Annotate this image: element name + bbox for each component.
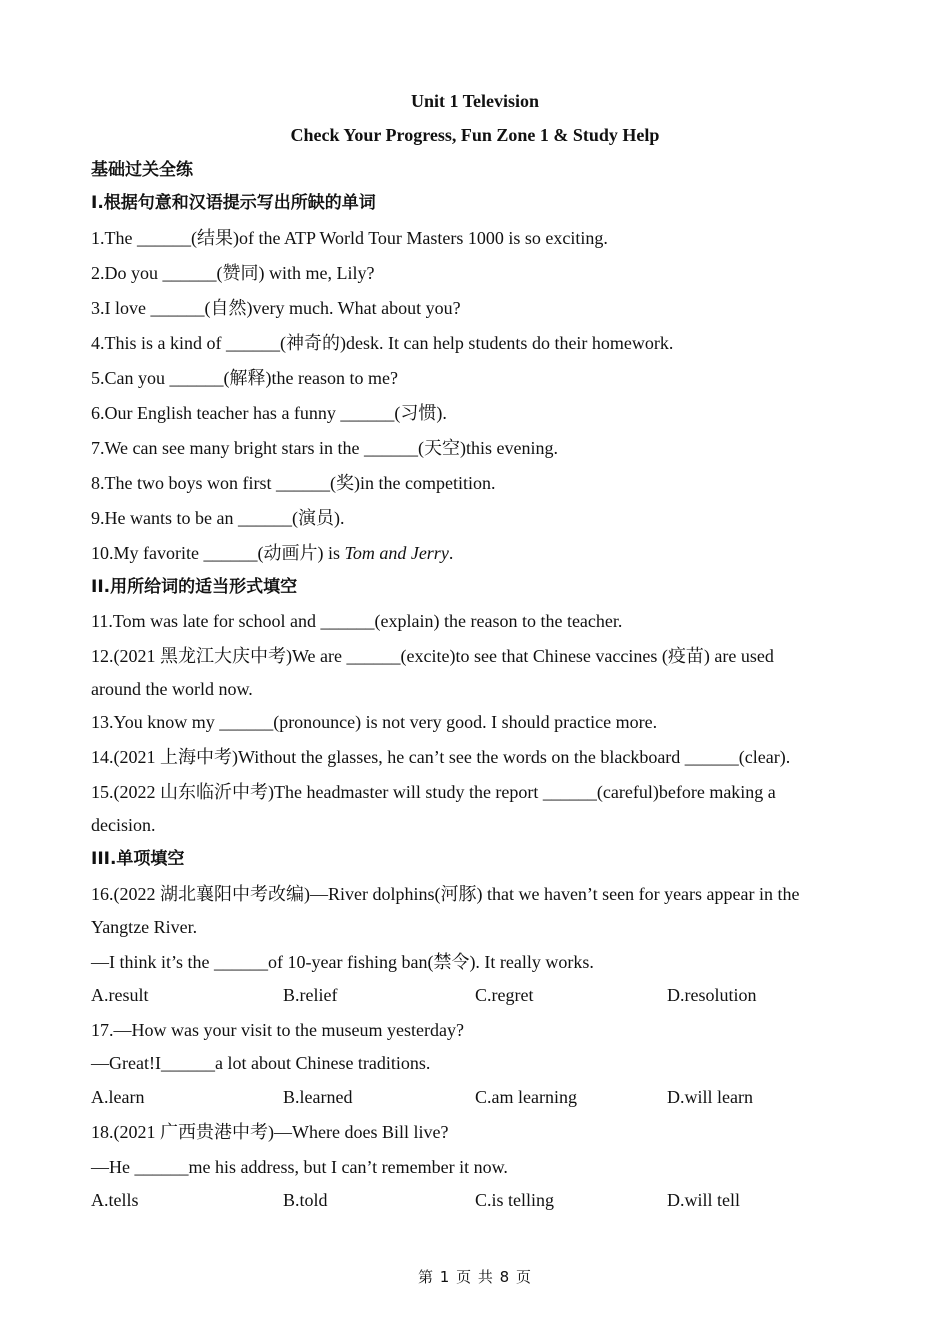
question-18-option-d: D.will tell [667, 1190, 740, 1210]
question-5: 5.Can you ______(解释)the reason to me? [91, 368, 398, 388]
question-17-line-2: —Great!I______a lot about Chinese traditions. [91, 1053, 431, 1073]
question-16-line-3: —I think it’s the ______of 10-year fishing ban(禁令). It really works. [91, 952, 594, 972]
question-17-option-c: C.am learning [475, 1087, 577, 1107]
question-10-text: 10.My favorite ______(动画片) is [91, 543, 345, 563]
question-10 [91, 541, 859, 565]
lesson-subtitle: Check Your Progress, Fun Zone 1 & Study Help [290, 125, 660, 145]
question-8: 8.The two boys won first ______(奖)in the competition. [91, 473, 496, 493]
question-7: 7.We can see many bright stars in the ______(天空)this evening. [91, 438, 558, 458]
question-18-option-a: A.tells [91, 1190, 139, 1210]
page-number-footer: 第 1 页 共 8 页 [418, 1268, 532, 1286]
question-3: 3.I love ______(自然)very much. What about you? [91, 298, 461, 318]
question-18-line-1: 18.(2021 广西贵港中考)—Where does Bill live? [91, 1122, 449, 1142]
question-16-option-c: C.regret [475, 985, 534, 1005]
question-9: 9.He wants to be an ______(演员). [91, 508, 345, 528]
question-16-option-b: B.relief [283, 985, 338, 1005]
question-6: 6.Our English teacher has a funny ______(习惯). [91, 403, 447, 423]
unit-title: Unit 1 Television [410, 91, 540, 111]
question-14: 14.(2021 上海中考)Without the glasses, he can’t see the words on the blackboard ______(clear). [91, 747, 791, 767]
question-1: 1.The ______(结果)of the ATP World Tour Masters 1000 is so exciting. [91, 228, 608, 248]
question-16-option-a: A.result [91, 985, 149, 1005]
question-16-option-d: D.resolution [667, 985, 757, 1005]
question-17-line-1: 17.—How was your visit to the museum yesterday? [91, 1020, 464, 1040]
question-10-title: Tom and Jerry [344, 543, 449, 563]
question-2: 2.Do you ______(赞同) with me, Lily? [91, 263, 375, 283]
section-1-heading: I.根据句意和汉语提示写出所缺的单词 [91, 193, 376, 213]
question-13: 13.You know my ______(pronounce) is not very good. I should practice more. [91, 712, 658, 732]
section-intro: 基础过关全练 [91, 160, 193, 180]
question-18-option-b: B.told [283, 1190, 328, 1210]
question-15-line-1: 15.(2022 山东临沂中考)The headmaster will study the report ______(careful)before making a [91, 782, 776, 802]
question-16-line-1: 16.(2022 湖北襄阳中考改编)—River dolphins(河豚) that we haven’t seen for years appear in the [91, 884, 800, 904]
question-17-option-d: D.will learn [667, 1087, 753, 1107]
question-15-line-2: decision. [91, 815, 156, 835]
question-18-line-2: —He ______me his address, but I can’t remember it now. [91, 1157, 508, 1177]
question-12-line-2: around the world now. [91, 679, 253, 699]
question-16-line-2: Yangtze River. [91, 917, 198, 937]
question-10-end: . [448, 543, 454, 563]
section-2-heading: II.用所给词的适当形式填空 [91, 577, 298, 597]
section-3-heading: III.单项填空 [91, 849, 185, 869]
question-4: 4.This is a kind of ______(神奇的)desk. It can help students do their homework. [91, 333, 674, 353]
question-11: 11.Tom was late for school and ______(explain) the reason to the teacher. [91, 611, 623, 631]
question-17-option-a: A.learn [91, 1087, 145, 1107]
question-17-option-b: B.learned [283, 1087, 353, 1107]
question-18-option-c: C.is telling [475, 1190, 555, 1210]
question-12-line-1: 12.(2021 黑龙江大庆中考)We are ______(excite)to see that Chinese vaccines (疫苗) are used [91, 646, 774, 666]
